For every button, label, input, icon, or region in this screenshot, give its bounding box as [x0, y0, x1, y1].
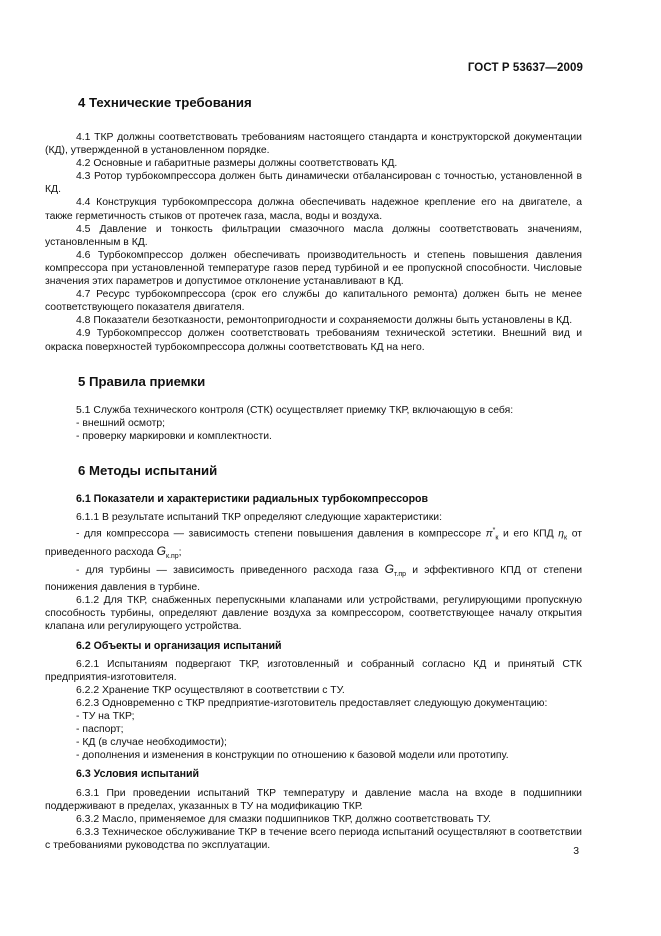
- page-content: [45, 90, 582, 852]
- para-6-3-2: 6.3.2 Масло, применяемое для смазки подшипников ТКР, должно соответствовать ТУ.: [76, 813, 492, 825]
- para-4-4: 4.4 Конструкция турбокомпрессора должна обеспечивать надежное крепление его на двигателе, а также герметичность стыков от протечек газа, масла, воды и воздуха.: [45, 197, 582, 222]
- list-item: - паспорт;: [76, 724, 124, 736]
- section-6-title: 6 Методы испытаний: [78, 462, 218, 478]
- para-compressor-characteristic: - для компрессора — зависимость степени повышения давления в компрессоре $\pi^*_к$ и его КПД $\eta_к$ от приведенного расхода $G_{к.пр}$;: [45, 527, 582, 560]
- list-item: - КД (в случае необходимости);: [76, 737, 227, 749]
- list-item: - проверку маркировки и комплектности.: [76, 430, 272, 442]
- section-5-title: 5 Правила приемки: [78, 373, 206, 389]
- subsection-6-2-title: 6.2 Объекты и организация испытаний: [76, 639, 282, 652]
- para-6-3-3: 6.3.3 Техническое обслуживание ТКР в течение всего периода испытаний осуществляют в соответствии с требованиями руководства по эксплуатации.: [45, 826, 582, 852]
- para-6-2-1: 6.2.1 Испытаниям подвергают ТКР, изготовленный и собранный согласно КД и принятый СТК предприятия-изготовителя.: [45, 658, 582, 683]
- para-4-1: 4.1 ТКР должны соответствовать требованиям настоящего стандарта и конструкторской документации (КД), утвержденной в установленном порядке.: [45, 132, 582, 157]
- para-4-6: 4.6 Турбокомпрессор должен обеспечивать производительность и степень повышения давления компрессора при установленной температуре газов перед турбиной и ее пропускной способности. Числовые значения этих параметров и допустимое отклонение устанавливают в КД.: [45, 249, 582, 288]
- page-number: 3: [573, 846, 579, 857]
- para-4-5: 4.5 Давление и тонкость фильтрации смазочного масла должны соответствовать значениям, установленным в КД.: [45, 223, 582, 248]
- para-4-8: 4.8 Показатели безотказности, ремонтопригодности и сохраняемости должны быть установлены в КД.: [76, 315, 573, 327]
- para-6-1-2: 6.1.2 Для ТКР, снабженных перепускными клапанами или устройствами, регулирующими пропускную способность турбины, определяют давление воздуха за компрессором, соответствующее началу открытия клапана или регулирующего устройства.: [45, 595, 582, 633]
- para-4-7: 4.7 Ресурс турбокомпрессора (срок его службы до капитального ремонта) должен быть не менее соответствующего показателя двигателя.: [45, 289, 582, 314]
- para-6-3-1: 6.3.1 При проведении испытаний ТКР температуру и давление масла на входе в подшипники поддерживают в пределах, указанных в ТУ на модификацию ТКР.: [45, 787, 582, 812]
- para-4-3: 4.3 Ротор турбокомпрессора должен быть динамически отбалансирован с точностью, установленной в КД.: [45, 171, 582, 196]
- subsection-6-3-title: 6.3 Условия испытаний: [76, 768, 200, 781]
- standard-header: ГОСТ Р 53637—2009: [467, 62, 583, 74]
- list-item: - дополнения и изменения в конструкции по отношению к базовой модели или прототипу.: [76, 750, 509, 762]
- para-turbine-characteristic: - для турбины — зависимость приведенного расхода газа $G_{т.пр}$ и эффективного КПД от степени понижения давления в турбине.: [45, 561, 583, 594]
- para-6-2-3: 6.2.3 Одновременно с ТКР предприятие-изготовитель предоставляет следующую документацию:: [76, 698, 548, 710]
- para-4-2: 4.2 Основные и габаритные размеры должны соответствовать КД.: [76, 158, 398, 170]
- para-6-1-1: 6.1.1 В результате испытаний ТКР определяют следующие характеристики:: [76, 512, 442, 524]
- para-6-2-2: 6.2.2 Хранение ТКР осуществляют в соответствии с ТУ.: [76, 684, 345, 696]
- list-item: - ТУ на ТКР;: [76, 711, 135, 723]
- para-4-9: 4.9 Турбокомпрессор должен соответствовать требованиям технической эстетики. Внешний вид и окраска поверхностей турбокомпрессора должны соответствовать КД на него.: [45, 328, 582, 353]
- subsection-6-1-title: 6.1 Показатели и характеристики радиальных турбокомпрессоров: [76, 492, 429, 505]
- section-4-title: 4 Технические требования: [78, 95, 252, 110]
- list-item: - внешний осмотр;: [76, 417, 166, 429]
- para-5-1: 5.1 Служба технического контроля (СТК) осуществляет приемку ТКР, включающую в себя:: [76, 404, 514, 416]
